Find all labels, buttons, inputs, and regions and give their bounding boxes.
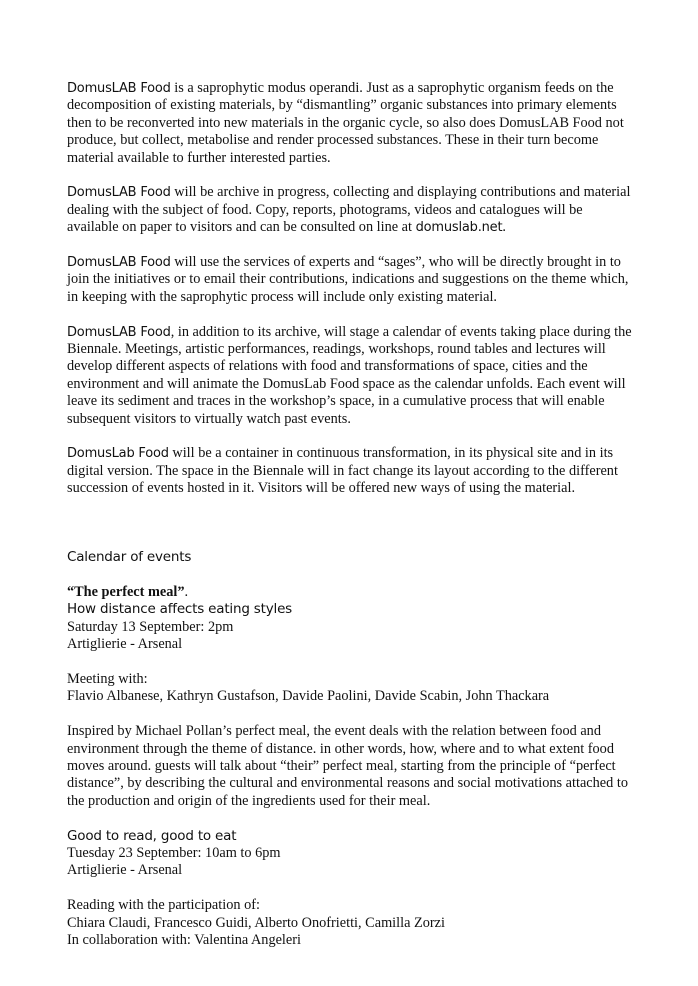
event-date: Tuesday 23 September: 10am to 6pm xyxy=(67,844,281,861)
paragraph-text: will be archive in progress, collecting and displaying contributions and material dealing with the subject of food. Copy, reports, photograms, videos and catalogues will be available on paper to visitors and can be consulted on line at xyxy=(67,184,631,236)
paragraph-text: is a saprophytic modus operandi. Just as a saprophytic organism feeds on the decomposition of existing materials, by “dismantling” organic substances into primary elements then to be reconverted into new materials in the organic cycle, so also does DomusLAB Food not produce, but collect, metabolise and render processed substances. These in their turn become material available to further interested parties. xyxy=(67,80,624,166)
calendar-heading: Calendar of events xyxy=(67,549,192,566)
website-link[interactable]: domuslab.net xyxy=(415,220,503,236)
event-subtitle: How distance affects eating styles xyxy=(67,601,293,618)
event-place: Artiglierie - Arsenal xyxy=(67,862,183,879)
intro-paragraph-3 xyxy=(67,254,637,306)
meeting-label: Meeting with: xyxy=(67,670,148,687)
brand-name: DomusLAB Food xyxy=(67,324,171,340)
event-reading xyxy=(67,897,637,949)
brand-name: DomusLab Food xyxy=(67,446,169,462)
paragraph-text: will be a container in continuous transformation, in its physical site and in its digital version. The space in the Biennale will in fact change its layout according to the different succession of events hosted in it. Visitors will be offered new ways of using the material. xyxy=(67,445,618,497)
event-meeting xyxy=(67,671,637,706)
reading-names: Chiara Claudi, Francesco Guidi, Alberto Onofrietti, Camilla Zorzi xyxy=(67,914,445,931)
event-place: Artiglierie - Arsenal xyxy=(67,636,183,653)
intro-paragraph-1 xyxy=(67,80,637,167)
paragraph-text-end: . xyxy=(502,219,506,236)
brand-name: DomusLAB Food xyxy=(67,185,171,201)
brand-name: DomusLAB Food xyxy=(67,81,171,96)
reading-label: Reading with the participation of: xyxy=(67,897,260,914)
event-description: Inspired by Michael Pollan’s perfect meal, the event deals with the relation between food and environment through the theme of distance. in other words, how, where and to what extent food moves around. guests will talk about “their” perfect meal, starting from the principle of “perfect distance”, by describing the cultural and environmental reasons and social motivations attached to the production and origin of the ingredients used for their meal. xyxy=(67,723,628,809)
event-date: Saturday 13 September: 2pm xyxy=(67,618,234,635)
collaboration-credit: In collaboration with: Valentina Angeleri xyxy=(67,931,301,948)
event-good-to-read xyxy=(67,828,637,880)
paragraph-text: , in addition to its archive, will stage a calendar of events taking place during the Biennale. Meetings, artistic performances, readings, workshops, round tables and lectures will develop different aspects of relations with food and transformations of space, cities and the environment and will animate the DomusLab Food space as the calendar unfolds. Each event will leave its sediment and traces in the workshop’s space, in a cumulative process that will enable subsequent visitors to virtually watch past events. xyxy=(67,323,632,427)
intro-paragraph-2 xyxy=(67,184,637,236)
document-page xyxy=(67,80,637,967)
brand-name: DomusLAB Food xyxy=(67,255,171,271)
event-perfect-meal xyxy=(67,584,637,654)
meeting-names: Flavio Albanese, Kathryn Gustafson, Davide Paolini, Davide Scabin, John Thackara xyxy=(67,688,550,705)
paragraph-text: will use the services of experts and “sages”, who will be directly brought in to join the initiatives or to email their contributions, indications and suggestions on the theme which, in keeping with the saprophytic process will include only existing material. xyxy=(67,254,629,305)
event-title: Good to read, good to eat xyxy=(67,827,237,844)
event-title: “The perfect meal”. xyxy=(67,583,189,600)
intro-paragraph-4 xyxy=(67,324,637,428)
intro-paragraph-5 xyxy=(67,445,637,497)
